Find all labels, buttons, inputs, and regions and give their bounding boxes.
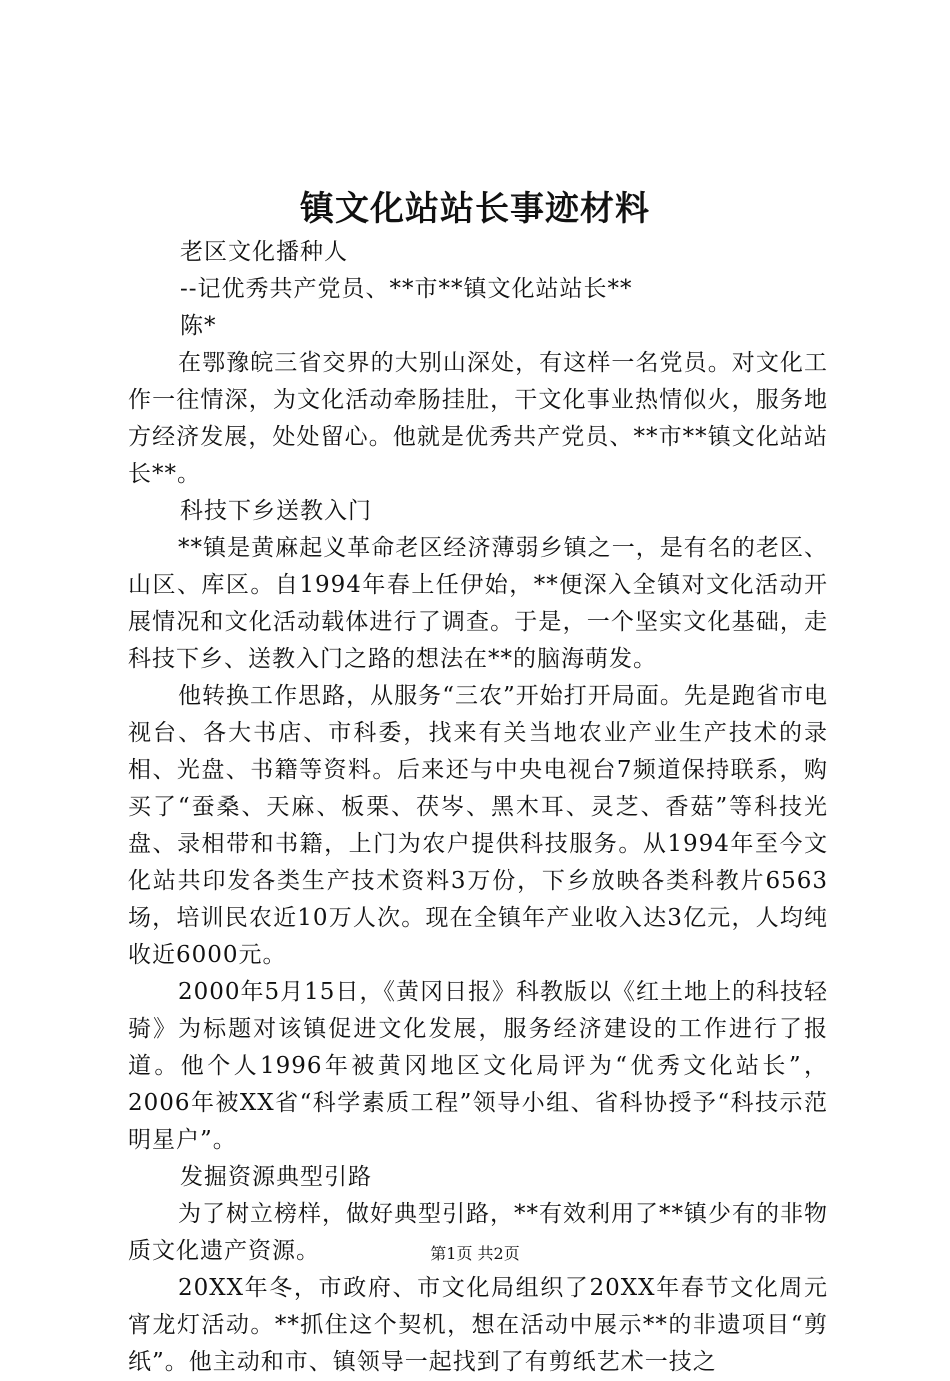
body-paragraph: 2000年5月15日，《黄冈日报》科教版以《红土地上的科技轻骑》为标题对该镇促进文化发展，服务经济建设的工作进行了报道。他个人1996年被黄冈地区文化局评为“优秀文化站长”，2006年被XX省“科学素质工程”领导小组、省科协授予“科技示范明星户”。 xyxy=(128,979,828,1153)
section-heading: 科技下乡送教入门 xyxy=(180,498,372,524)
article-subject-name: 陈* xyxy=(180,313,217,339)
body-paragraph: **镇是黄麻起义革命老区经济薄弱乡镇之一，是有名的老区、山区、库区。自1994年春上任伊始，**便深入全镇对文化活动开展情况和文化活动载体进行了调查。于是，一个坚实文化基础，走科技下乡、送教入门之路的想法在**的脑海萌发。 xyxy=(128,535,828,672)
body-paragraph: 他转换工作思路，从服务“三农”开始打开局面。先是跑省市电视台、各大书店、市科委，找来有关当地农业产业生产技术的录相、光盘、书籍等资料。后来还与中央电视台7频道保持联系，购买了“蚕桑、天麻、板栗、茯岑、黑木耳、灵芝、香菇”等科技光盘、录相带和书籍，上门为农户提供科技服务。从1994年至今文化站共印发各类生产技术资料3万份，下乡放映各类科教片6563场，培训民农近10万人次。现在全镇年产业收入达3亿元，人均纯收近6000元。 xyxy=(128,683,828,968)
section-heading: 发掘资源典型引路 xyxy=(180,1164,372,1190)
body-paragraph: 20XX年冬，市政府、市文化局组织了20XX年春节文化周元宵龙灯活动。**抓住这个契机，想在活动中展示**的非遗项目“剪纸”。他主动和市、镇领导一起找到了有剪纸艺术一技之 xyxy=(128,1275,828,1375)
document-title: 镇文化站站长事迹材料 xyxy=(300,189,650,229)
page-footer: 第1页 共2页 xyxy=(430,1244,520,1263)
article-subtitle: --记优秀共产党员、**市**镇文化站站长** xyxy=(180,276,633,302)
article-headline: 老区文化播种人 xyxy=(180,239,348,265)
body-paragraph: 在鄂豫皖三省交界的大别山深处，有这样一名党员。对文化工作一往情深，为文化活动牵肠挂肚，干文化事业热情似火，服务地方经济发展，处处留心。他就是优秀共产党员、**市**镇文化站站长**。 xyxy=(128,350,828,487)
body-paragraph: 为了树立榜样，做好典型引路，**有效利用了**镇少有的非物质文化遗产资源。 xyxy=(128,1201,828,1264)
document-body xyxy=(128,234,828,1381)
